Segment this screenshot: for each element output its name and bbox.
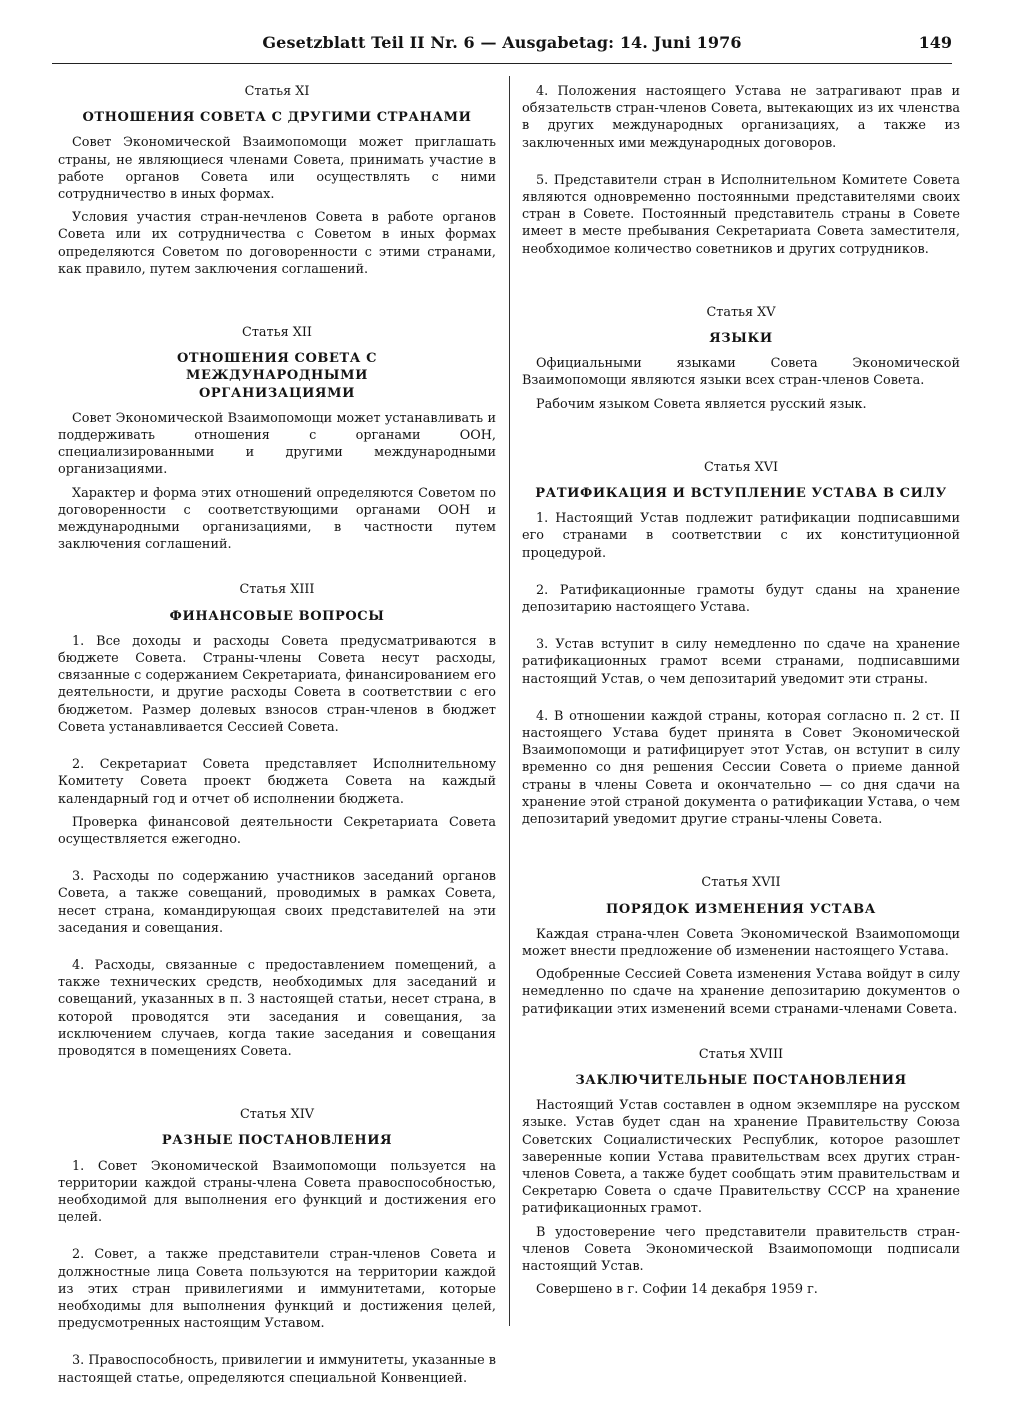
- paragraph: Проверка финансовой деятельности Секретариата Совета осуществляется ежегодно.: [58, 814, 496, 847]
- article-label: Статья XI: [244, 84, 310, 99]
- article-title: ОТНОШЕНИЯ СОВЕТА С ДРУГИМИ СТРАНАМИ: [82, 110, 472, 126]
- paragraph: Официальными языками Совета Экономической Взаимопомощи являются языки всех стран-членов Совета.: [522, 356, 960, 389]
- article-xvii: [522, 874, 960, 1017]
- paragraph: Условия участия стран-нечленов Совета в работе органов Совета или их сотрудничества с Советом в иных формах определяются Советом по договоренности с этими странами, как правило, путем заключения соглашений.: [58, 210, 496, 277]
- gazette-title: Gesetzblatt Teil II Nr. 6 — Ausgabetag: 14. Juni 1976: [262, 33, 742, 52]
- article-title: РАТИФИКАЦИЯ И ВСТУПЛЕНИЕ УСТАВА В СИЛУ: [535, 486, 947, 502]
- article-title: РАЗНЫЕ ПОСТАНОВЛЕНИЯ: [161, 1133, 393, 1149]
- article-label: Статья XV: [706, 304, 776, 320]
- paragraph: Совет Экономической Взаимопомощи может приглашать страны, не являющиеся членами Совета, принимать участие в работе органов Совета или осуществлять с ними сотрудничество в иных формах.: [58, 135, 496, 203]
- paragraph: 3. Расходы по содержанию участников заседаний органов Совета, а также совещаний, проводимых в рамках Совета, несет страна, командирующая своих представителей на эти заседания и совещания.: [58, 869, 496, 936]
- paragraph: Характер и форма этих отношений определяются Советом по договоренности с соответствующими органами ООН и международными организациями, в частности путем заключения соглашений.: [58, 485, 496, 553]
- article-title: ЯЗЫКИ: [709, 331, 773, 347]
- paragraph: 1. Настоящий Устав подлежит ратификации подписавшими его странами в соответствии с их конституционной процедурой.: [522, 511, 960, 561]
- paragraph: Каждая страна-член Совета Экономической Взаимопомощи может внести предложение об изменении настоящего Устава.: [522, 926, 960, 959]
- paragraph: В удостоверение чего представители правительств стран-членов Совета Экономической Взаимопомощи подписали настоящий Устав.: [522, 1224, 960, 1274]
- paragraph: Рабочим языком Совета является русский язык.: [536, 396, 867, 412]
- page-header: [52, 33, 952, 63]
- paragraph: 3. Устав вступит в силу немедленно по сдаче на хранение ратификационных грамот всеми странами, подписавшими настоящий Устав, о чем депозитарий уведомит эти страны.: [522, 637, 960, 687]
- article-xv: [522, 304, 960, 413]
- paragraph: 1. Все доходы и расходы Совета предусматриваются в бюджете Совета. Страны-члены Совета несут расходы, связанные с содержанием Секретариата, финансированием его деятельности, и другие расходы Совета в соответствии с его бюджетом. Размер долевых взносов стран-членов в бюджет Совета устанавливается Сессией Совета.: [58, 633, 496, 735]
- paragraph: 4. Положения настоящего Устава не затрагивают прав и обязательств стран-членов Совета, вытекающих из их членства в других международных организациях, а также из заключенных ими международных договоров.: [522, 84, 960, 151]
- article-xi: [58, 83, 496, 278]
- paragraph: 2. Ратификационные грамоты будут сданы на хранение депозитарию настоящего Устава.: [522, 582, 960, 616]
- paragraph: 2. Секретариат Совета представляет Исполнительному Комитету Совета проект бюджета Совета на каждый календарный год и отчет об исполнении бюджета.: [58, 757, 496, 807]
- article-xvi: [522, 459, 960, 828]
- article-label: Статья XVI: [703, 459, 779, 475]
- article-label: Статья XIII: [239, 582, 315, 598]
- article-xviii: [522, 1046, 960, 1299]
- article-xii: [58, 324, 496, 553]
- paragraph: Одобренные Сессией Совета изменения Устава войдут в силу немедленно по сдаче на хранение депозитарию документов о ратификации этих изменений всеми странами-членами Совета.: [522, 967, 960, 1017]
- paragraph: Настоящий Устав составлен в одном экземпляре на русском языке. Устав будет сдан на хранение Правительству Союза Советских Социалистических Республик, которое разошлет заверенные копии Устава правительствам всех других стран-членов Совета, а также будет сообщать этим правительствам и Секретарю Совета о сдаче Правительству СССР на хранение ратификационных грамот.: [522, 1098, 960, 1217]
- signing-date: Совершено в г. Софии 14 декабря 1959 г.: [536, 1282, 818, 1298]
- paragraph: 2. Совет, а также представители стран-членов Совета и должностные лица Совета пользуются на территории каждой из этих стран привилегиями и иммунитетами, которые необходимы для выполнения функций и достижения целей, предусмотренных настоящим Уставом.: [58, 1247, 496, 1332]
- article-title: ОТНОШЕНИЯ СОВЕТА С МЕЖДУНАРОДНЫМИ ОРГАНИЗАЦИЯМИ: [176, 351, 378, 401]
- article-xiv-continued: [522, 83, 960, 258]
- paragraph: 4. Расходы, связанные с предоставлением помещений, а также технических средств, необходимых для заседаний и совещаний, указанных в п. 3 настоящей статьи, несет страна, в которой проводятся эти заседания и совещания, за исключением случаев, когда такие заседания и совещания проводятся в помещениях Совета.: [58, 957, 496, 1059]
- article-label: Статья XII: [242, 325, 312, 341]
- paragraph: 1. Совет Экономической Взаимопомощи пользуется на территории каждой страны-члена Совета правоспособностью, необходимой для выполнения его функций и достижения его целей.: [58, 1158, 496, 1226]
- right-column: [522, 83, 960, 1304]
- article-xiii: [58, 581, 496, 1060]
- article-title: ПОРЯДОК ИЗМЕНЕНИЯ УСТАВА: [606, 901, 876, 917]
- paragraph: 4. В отношении каждой страны, которая согласно п. 2 ст. II настоящего Устава будет принята в Совет Экономической Взаимопомощи и ратифицирует этот Устав, он вступит в силу временно со дня решения Сессии Совета о приеме данной страны в члены Совета и окончательно — со дня сдачи на хранение этой страной документа о ратификации Устава, о чем депозитарий уведомит другие страны-члены Совета.: [522, 708, 960, 828]
- left-column: [58, 83, 496, 1393]
- page-number: 149: [918, 33, 952, 52]
- article-label: Статья XVIII: [698, 1046, 784, 1062]
- paragraph: 3. Правоспособность, привилегии и иммунитеты, указанные в настоящей статье, определяются специальной Конвенцией.: [58, 1353, 496, 1386]
- article-label: Статья XIV: [239, 1107, 315, 1123]
- article-xiv: [58, 1106, 496, 1387]
- header-rule: [52, 63, 952, 64]
- paragraph: 5. Представители стран в Исполнительном Комитете Совета являются одновременно постоянными представителями своих стран в Совете. Постоянный представитель страны в Совете имеет в месте пребывания Секретариата Совета заместителя, необходимое количество советников и других сотрудников.: [522, 172, 960, 257]
- article-label: Статья XVII: [701, 875, 781, 891]
- article-title: ФИНАНСОВЫЕ ВОПРОСЫ: [169, 608, 385, 624]
- column-divider: [509, 76, 510, 1326]
- paragraph: Совет Экономической Взаимопомощи может устанавливать и поддерживать отношения с органами ООН, специализированными и другими международными организациями.: [58, 410, 496, 478]
- article-title: ЗАКЛЮЧИТЕЛЬНЫЕ ПОСТАНОВЛЕНИЯ: [575, 1072, 907, 1088]
